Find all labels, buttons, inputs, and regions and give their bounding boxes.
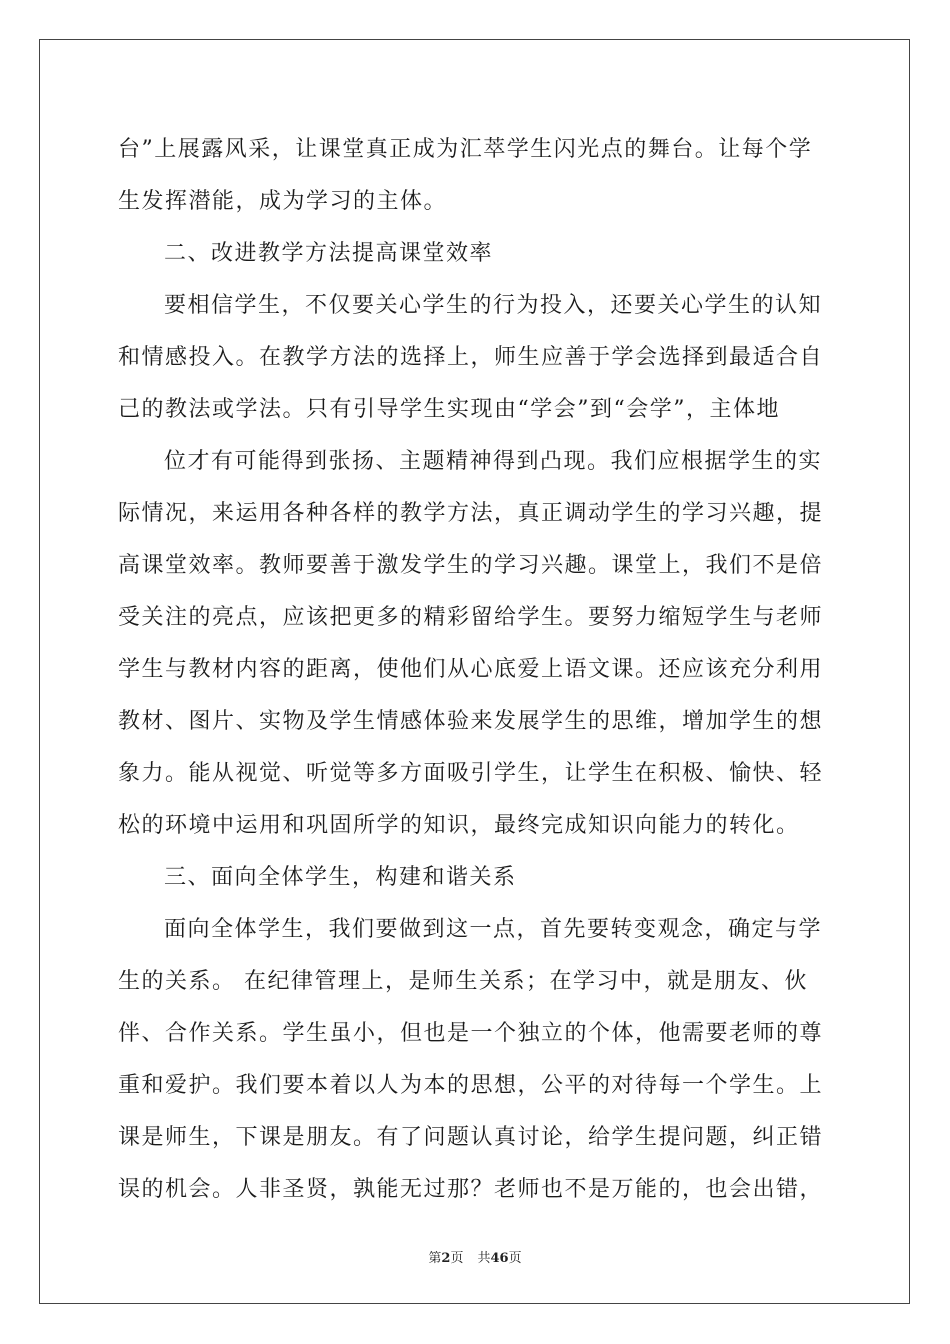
text-line: 重和爱护。我们要本着以人为本的思想，公平的对待每一个学生。上 <box>118 1073 824 1098</box>
text-line: 教材、图片、实物及学生情感体验来发展学生的思维，增加学生的想 <box>118 709 824 734</box>
text-line: 生的关系。 在纪律管理上，是师生关系；在学习中，就是朋友、伙 <box>118 969 808 994</box>
text-line: 要相信学生，不仅要关心学生的行为投入，还要关心学生的认知 <box>164 293 823 318</box>
text-line: 位才有可能得到张扬、主题精神得到凸现。我们应根据学生的实 <box>164 449 823 474</box>
text-line: 受关注的亮点，应该把更多的精彩留给学生。要努力缩短学生与老师 <box>118 605 824 630</box>
text-line: 生发挥潜能，成为学习的主体。 <box>118 189 448 214</box>
page-footer <box>0 1247 950 1266</box>
text-line: 台”上展露风采，让课堂真正成为汇萃学生闪光点的舞台。让每个学 <box>118 137 813 162</box>
text-line: 伴、合作关系。学生虽小，但也是一个独立的个体，他需要老师的尊 <box>118 1021 824 1046</box>
text-line: 二、改进教学方法提高课堂效率 <box>164 241 494 266</box>
footer-page-prefix: 第 <box>428 1251 442 1266</box>
footer-total-suffix: 页 <box>508 1251 522 1266</box>
text-line: 学生与教材内容的距离，使他们从心底爱上语文课。还应该充分利用 <box>118 657 824 682</box>
text-line: 己的教法或学法。只有引导学生实现由“学会”到“会学”，主体地 <box>118 397 780 422</box>
document-body <box>118 124 830 1216</box>
footer-total-number: 46 <box>490 1251 509 1266</box>
text-line: 面向全体学生，我们要做到这一点，首先要转变观念，确定与学 <box>164 917 823 942</box>
text-line: 课是师生，下课是朋友。有了问题认真讨论，给学生提问题，纠正错 <box>118 1125 824 1150</box>
footer-page-number: 2 <box>441 1251 451 1266</box>
text-line: 高课堂效率。教师要善于激发学生的学习兴趣。课堂上，我们不是倍 <box>118 553 824 578</box>
footer-page-suffix: 页 <box>450 1251 464 1266</box>
text-line: 和情感投入。在教学方法的选择上，师生应善于学会选择到最适合自 <box>118 345 824 370</box>
text-line: 际情况，来运用各种各样的教学方法，真正调动学生的学习兴趣，提 <box>118 501 824 526</box>
text-line: 误的机会。人非圣贤，孰能无过那？老师也不是万能的，也会出错， <box>118 1177 824 1202</box>
footer-total-prefix: 共 <box>477 1251 491 1266</box>
text-line: 松的环境中运用和巩固所学的知识，最终完成知识向能力的转化。 <box>118 813 800 838</box>
text-line: 三、面向全体学生，构建和谐关系 <box>164 865 517 890</box>
text-line: 象力。能从视觉、听觉等多方面吸引学生，让学生在积极、愉快、轻 <box>118 761 824 786</box>
